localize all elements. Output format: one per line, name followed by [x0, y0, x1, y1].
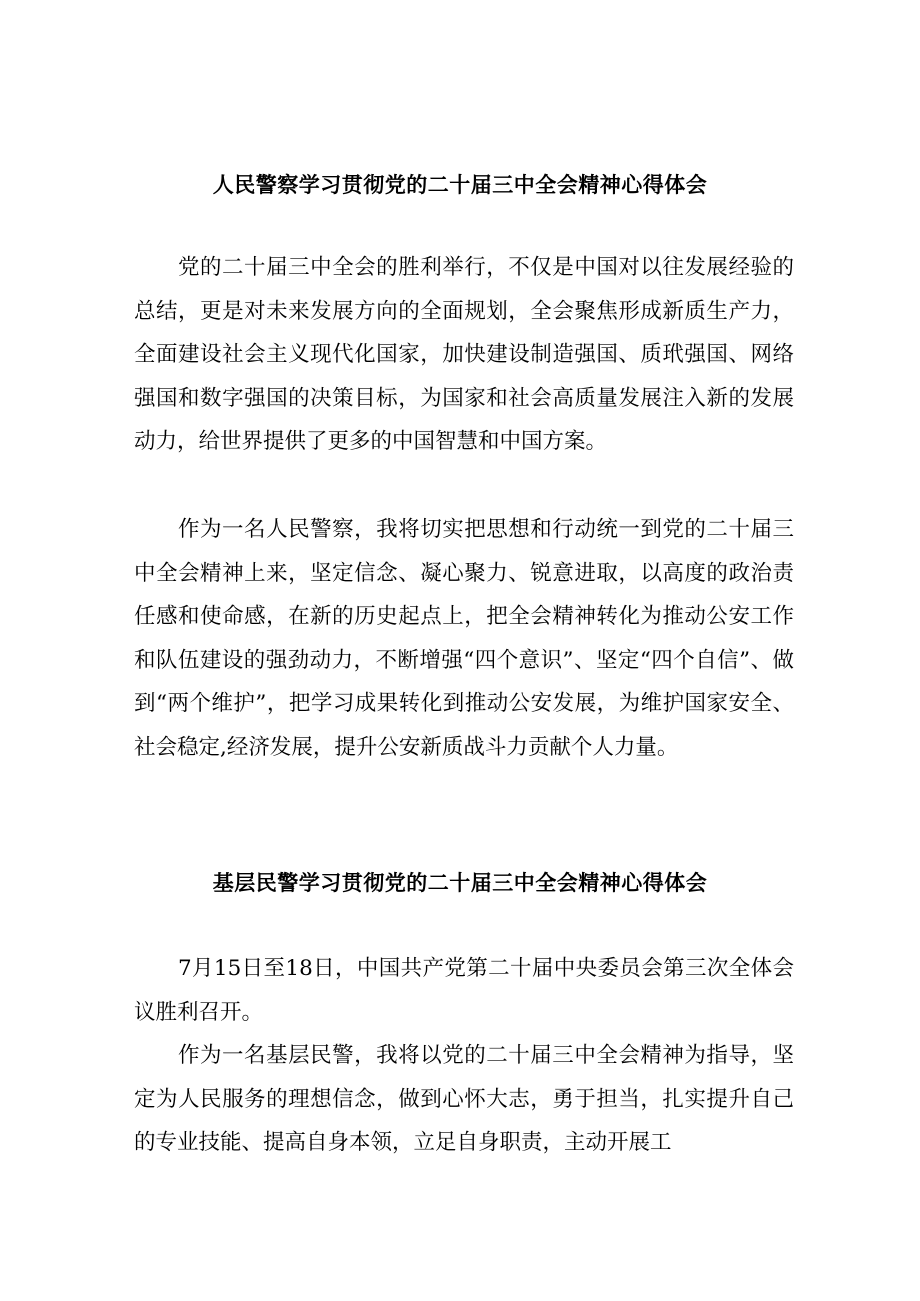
section-2-paragraph-1: 7月15日至18日，中国共产党第二十届中央委员会第三次全体会议胜利召开。	[134, 956, 794, 1025]
section-1-title: 人民警察学习贯彻党的二十届三中全会精神心得体会	[212, 173, 708, 197]
section-2-title: 基层民警学习贯彻党的二十届三中全会精神心得体会	[212, 871, 708, 895]
section-2-paragraph-2: 作为一名基层民警，我将以党的二十届三中全会精神为指导，坚定为人民服务的理想信念，做到心怀大志，勇于担当，扎实提升自己的专业技能、提高自身本领，立足自身职责，主动开展工	[134, 1043, 794, 1156]
section-1-paragraph-2: 作为一名人民警察，我将切实把思想和行动统一到党的二十届三中全会精神上来，坚定信念、凝心聚力、锐意进取，以高度的政治责任感和使命感，在新的历史起点上，把全会精神转化为推动公安工作和队伍建设的强劲动力，不断增强“四个意识”、坚定“四个自信”、做到“两个维护”，把学习成果转化到推动公安发展，为维护国家安全、社会稳定,经济发展，提升公安新质战斗力贡献个人力量。	[134, 517, 795, 760]
section-1-paragraph-1: 党的二十届三中全会的胜利举行，不仅是中国对以往发展经验的总结，更是对未来发展方向的全面规划，全会聚焦形成新质生产力，全面建设社会主义现代化国家，加快建设制造强国、质玳强国、网络强国和数字强国的决策目标，为国家和社会高质量发展注入新的发展动力，给世界提供了更多的中国智慧和中国方案。	[134, 255, 794, 455]
